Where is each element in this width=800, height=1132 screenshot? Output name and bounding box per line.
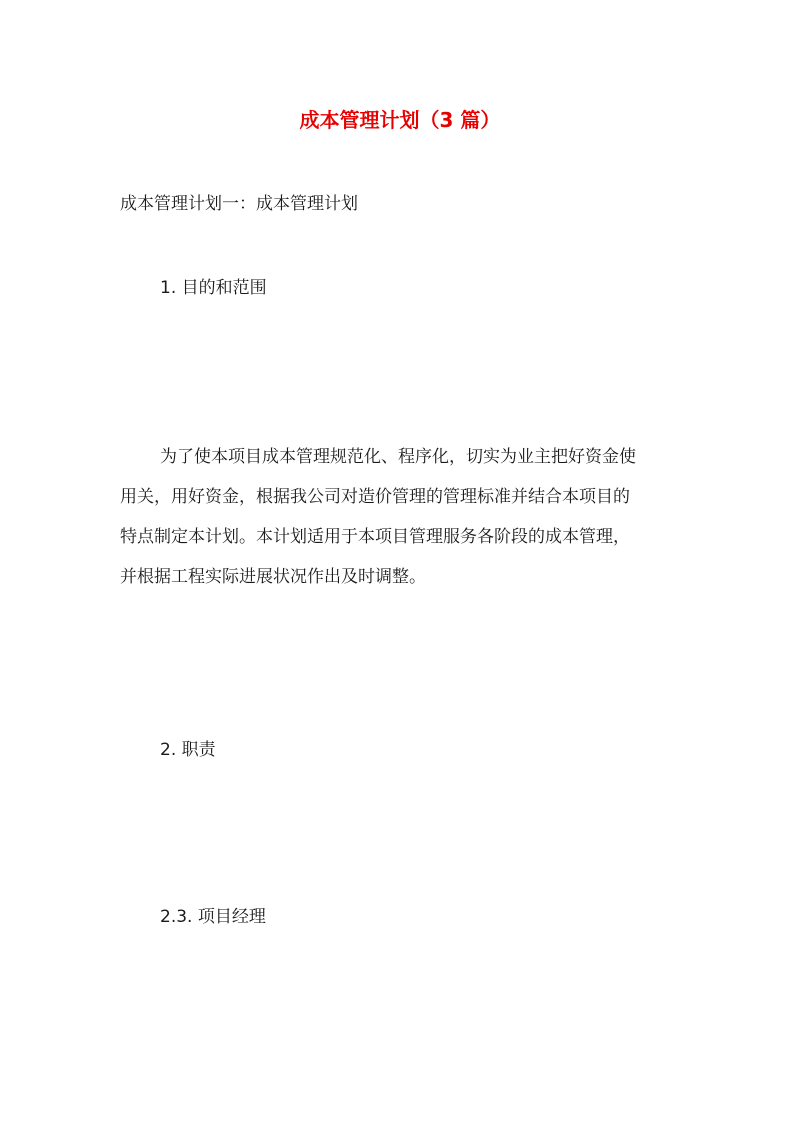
document-subtitle: 成本管理计划一：成本管理计划 [120, 194, 358, 214]
paragraph-line: 为了使本项目成本管理规范化、程序化，切实为业主把好资金使 [160, 447, 636, 467]
section-heading-project-manager: 2.3. 项目经理 [160, 907, 266, 927]
paragraph-line: 并根据工程实际进展状况作出及时调整。 [120, 567, 426, 587]
section-heading-purpose-scope: 1. 目的和范围 [160, 278, 267, 298]
section-heading-responsibilities: 2. 职责 [160, 740, 216, 760]
document-title: 成本管理计划（3 篇） [299, 108, 501, 132]
paragraph-line: 特点制定本计划。本计划适用于本项目管理服务各阶段的成本管理， [120, 527, 630, 547]
body-paragraph [120, 437, 680, 597]
paragraph-line: 用关，用好资金，根据我公司对造价管理的管理标准并结合本项目的 [120, 487, 630, 507]
